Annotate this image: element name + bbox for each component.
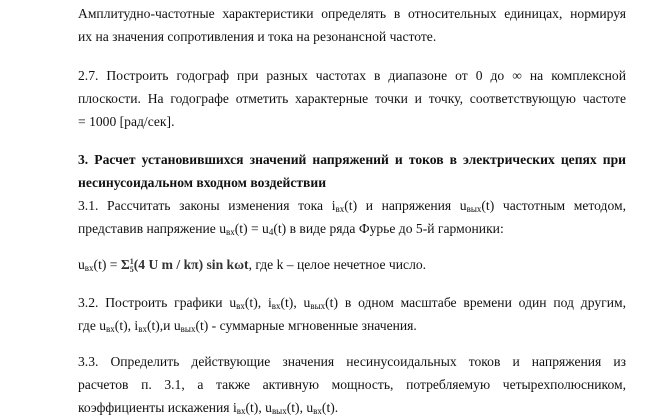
- formula-expression: (4 U m / kπ) sin kωt: [133, 257, 249, 272]
- subscript: вх: [313, 406, 322, 416]
- text-line: [78, 217, 626, 240]
- subscript: вх: [106, 324, 115, 334]
- section-heading-3: [78, 148, 626, 194]
- paragraph-2-7: [78, 64, 626, 133]
- text-run: u: [78, 257, 85, 272]
- paragraph-3-3: [78, 350, 626, 419]
- text-run: (t).: [321, 400, 339, 415]
- subscript: вх: [335, 204, 345, 214]
- subscript: вых: [310, 301, 326, 311]
- subscript: вх: [236, 406, 246, 416]
- text-run: (t) в одном масштабе времени один под другим,: [325, 295, 626, 310]
- text-run: (t) - суммарные мгновенные значения.: [195, 318, 417, 333]
- formula-line: [78, 253, 626, 276]
- text-line: [78, 194, 626, 217]
- fourier-formula: [78, 253, 626, 276]
- text-run: (t) в виде ряда Фурье до 5-й гармоники:: [273, 221, 504, 236]
- text-run: , где k – целое нечетное число.: [248, 257, 427, 272]
- text-run: (t), u: [245, 400, 272, 415]
- text-run: (t), u: [286, 400, 314, 415]
- text-run: (t) и напряжения u: [344, 198, 467, 213]
- sigma-glyph: Σ: [120, 257, 130, 272]
- text-run: 3.1. Рассчитать законы изменения тока i: [78, 198, 336, 213]
- subscript: вых: [180, 324, 196, 334]
- sum-lower-limit: 5: [129, 264, 134, 274]
- subscript: вх: [271, 301, 281, 311]
- text-line: 2.7. Построить годограф при разных частотах в диапазоне от 0 до ∞ на комплексной: [78, 68, 626, 83]
- text-run: (t) = u: [234, 221, 269, 236]
- text-run: (t), u: [280, 295, 311, 310]
- text-line: их на значения сопротивления и тока на резонансной частоте.: [78, 29, 437, 44]
- text-line: [78, 314, 626, 337]
- sum-upper-limit: 1: [129, 256, 134, 266]
- heading-line: 3. Расчет установившихся значений напряжений и токов в электрических цепях при: [78, 152, 626, 167]
- text-run: представив напряжение u: [78, 221, 227, 236]
- subscript: вх: [84, 263, 94, 273]
- text-run: (t),и u: [146, 318, 181, 333]
- subscript: вых: [271, 406, 287, 416]
- paragraph-3-1: [78, 194, 626, 240]
- text-line: 3.3. Определить действующие значения несинусоидальных токов и напряжения из: [78, 354, 626, 369]
- heading-line: несинусоидальном входном воздействии: [78, 175, 327, 190]
- subscript: вх: [138, 324, 147, 334]
- subscript: вых: [466, 204, 482, 214]
- text-line: [78, 396, 626, 419]
- sum-symbol: [121, 257, 134, 272]
- text-run: (t), i: [244, 295, 272, 310]
- paragraph-amplitude: [78, 2, 626, 48]
- subscript: вх: [226, 227, 235, 237]
- text-run: 3.2. Построить графики u: [78, 295, 237, 310]
- text-line: расчетов п. 3.1, а также активную мощность, потребляемую четырехполюсником,: [78, 377, 626, 392]
- text-run: где u: [78, 318, 107, 333]
- text-line: плоскости. На годографе отметить характерные точки и точку, соответствующую частоте: [78, 91, 626, 106]
- text-run: (t) частотным методом,: [481, 198, 626, 213]
- text-run: (t) =: [93, 257, 121, 272]
- text-run: коэффициенты искажения i: [78, 400, 237, 415]
- text-run: (t), i: [114, 318, 139, 333]
- subscript: 4: [268, 227, 274, 237]
- text-line: = 1000 [рад/сек].: [78, 114, 175, 129]
- subscript: вх: [236, 301, 245, 311]
- text-line: Амплитудно-частотные характеристики определять в относительных единицах, нормируя: [78, 6, 626, 21]
- text-line: [78, 291, 626, 314]
- paragraph-3-2: [78, 291, 626, 337]
